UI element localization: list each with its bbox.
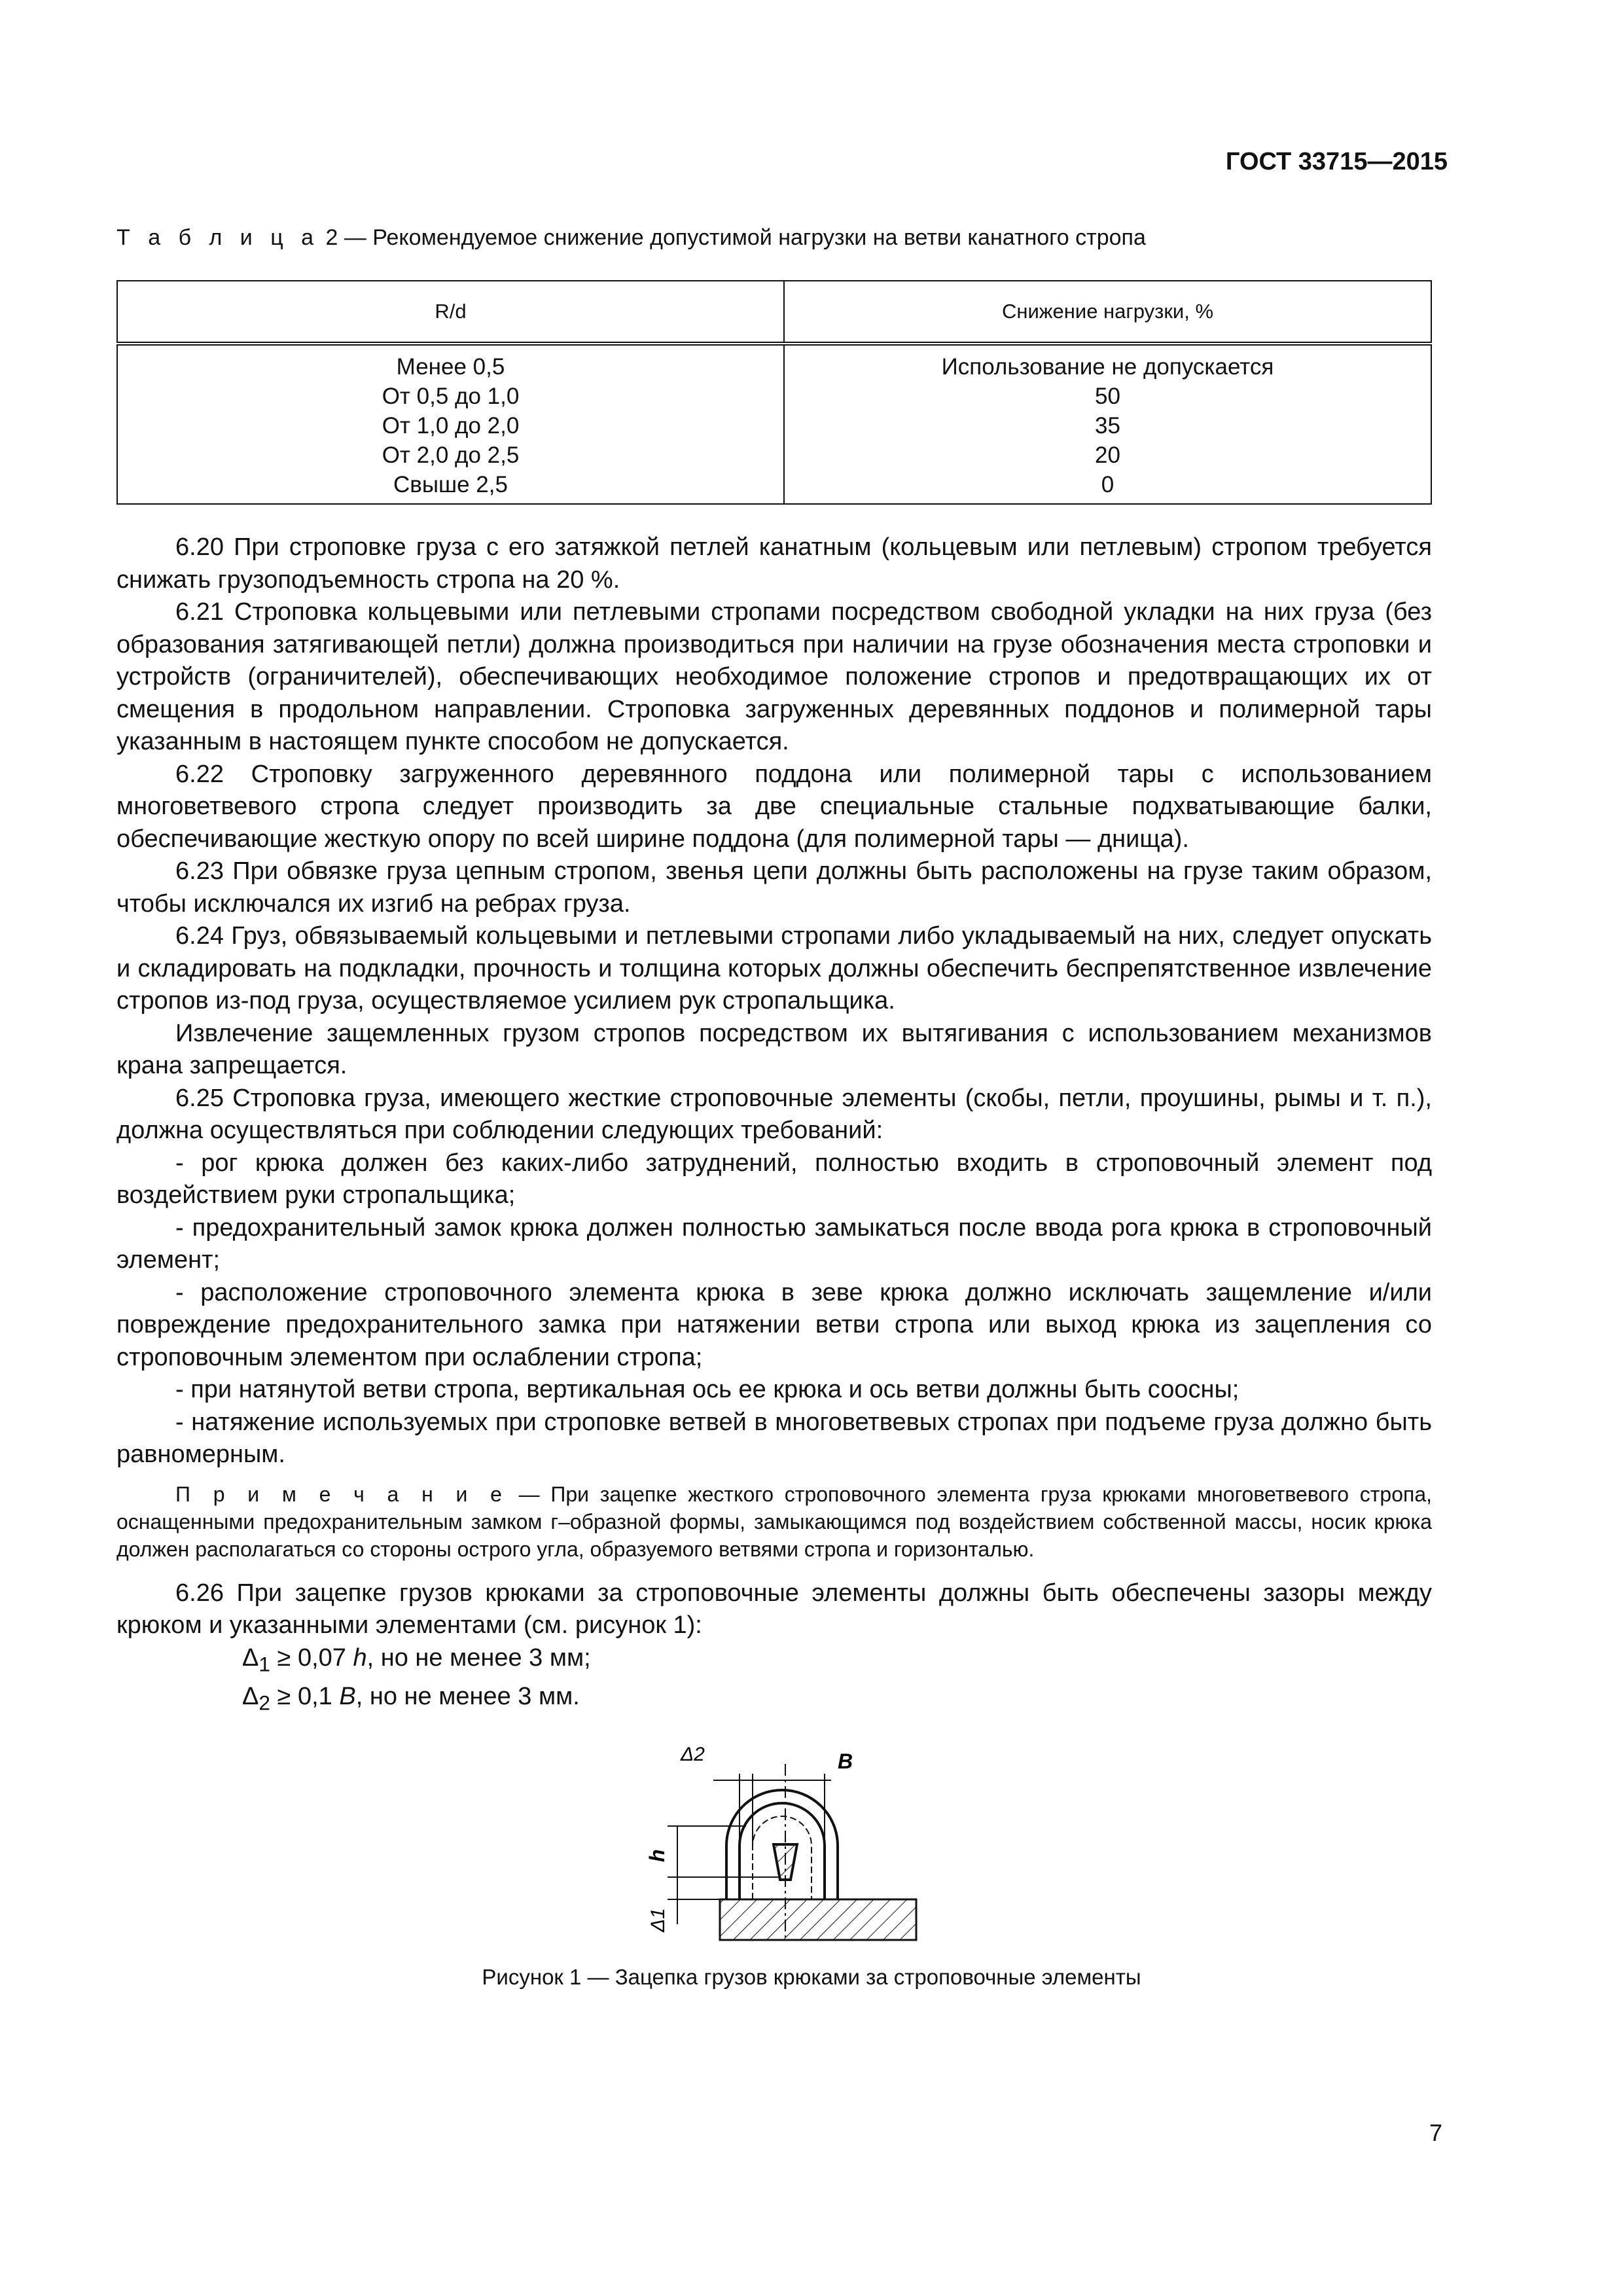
formula-variable: B — [339, 1682, 356, 1710]
hook-clearance-figure — [628, 1728, 942, 1944]
table-row — [117, 344, 1431, 382]
note-text: — При зацепке жесткого строповочного элемента груза крюками многоветвевого стропа, оснащенными предохранительным замком г–образной формы, замыкающимся под воздействием собственной массы, носик крюка должен располагаться со стороны острого угла, образуемого ветвями стропа и горизонталью. — [116, 1482, 1432, 1561]
table-cell: Использование не допускается — [784, 344, 1431, 382]
figure-caption: Рисунок 1 — Зацепка грузов крюками за строповочные элементы — [482, 1965, 1141, 1989]
table-cell: Свыше 2,5 — [117, 470, 784, 504]
load-reduction-table — [116, 280, 1432, 505]
paragraph-6-22: 6.22 Строповку загруженного деревянного поддона или полимерной тары с использованием многоветвевого стропа следует производить за две специальные стальные подхватывающие балки, обеспечивающие жесткую опору по всей ширине поддона (для полимерной тары — днища). — [116, 760, 1432, 853]
table-caption-label: Т а б л и ц а — [116, 225, 320, 250]
hook-clearance-drawing — [628, 1728, 942, 1944]
formula-symbol: Δ — [242, 1682, 259, 1710]
formula-condition: , но не менее 3 мм; — [366, 1643, 591, 1672]
table-row — [117, 440, 1431, 470]
document-header: ГОСТ 33715—2015 — [1225, 148, 1448, 175]
formula-relation: ≥ 0,1 — [270, 1682, 340, 1710]
paragraph-6-24: 6.24 Груз, обвязываемый кольцевыми и петлевыми стропами либо укладываемый на них, следует опускать и складировать на подкладки, прочность и толщина которых должны обеспечить беспрепятственное извлечение стропов из-под груза, осуществляемое усилием рук стропальщика. — [116, 922, 1432, 1014]
table-cell: От 2,0 до 2,5 — [117, 440, 784, 470]
table-cell: От 1,0 до 2,0 — [117, 411, 784, 440]
note-label: П р и м е ч а н и е — [175, 1482, 508, 1506]
list-item: - предохранительный замок крюка должен полностью замыкаться после ввода рога крюка в строповочный элемент; — [116, 1213, 1432, 1274]
paragraph-6-25: 6.25 Строповка груза, имеющего жесткие строповочные элементы (скобы, петли, проушины, рымы и т. п.), должна осуществляться при соблюдении следующих требований: — [116, 1084, 1432, 1144]
formula-delta-1 — [116, 1642, 1432, 1681]
paragraph-6-20: 6.20 При строповке груза с его затяжкой петлей канатным (кольцевым или петлевым) стропом требуется снижать грузоподъемность стропа на 20 %. — [116, 533, 1432, 594]
formula-subscript: 1 — [259, 1652, 270, 1676]
page-number: 7 — [1429, 2119, 1442, 2146]
table-cell: 20 — [784, 440, 1431, 470]
formula-symbol: Δ — [242, 1643, 259, 1672]
paragraph-6-24-continued: Извлечение защемленных грузом стропов посредством их вытягивания с использованием механизмов крана запрещается. — [116, 1019, 1432, 1079]
list-item: - при натянутой ветви стропа, вертикальная ось ее крюка и ось ветви должны быть соосны; — [175, 1376, 1240, 1403]
formula-subscript: 2 — [259, 1691, 270, 1715]
table-cell: Менее 0,5 — [117, 344, 784, 382]
label-h: h — [645, 1849, 669, 1862]
label-delta-2: Δ2 — [681, 1744, 705, 1765]
table-cell: От 0,5 до 1,0 — [117, 382, 784, 411]
paragraph-6-23: 6.23 При обвязке груза цепным стропом, звенья цепи должны быть расположены на грузе таким образом, чтобы исключался их изгиб на ребрах груза. — [116, 857, 1432, 918]
column-header-rd: R/d — [117, 281, 784, 344]
body-text — [116, 531, 1432, 1719]
table-row — [117, 411, 1431, 440]
table-caption — [116, 225, 1146, 251]
formula-delta-2 — [116, 1681, 1432, 1719]
label-b: B — [838, 1749, 853, 1773]
formula-variable: h — [353, 1643, 367, 1672]
table-row — [117, 470, 1431, 504]
base-plate-hatched — [720, 1899, 916, 1940]
formula-condition: , но не менее 3 мм. — [355, 1682, 580, 1710]
formula-relation: ≥ 0,07 — [270, 1643, 353, 1672]
table-cell: 50 — [784, 382, 1431, 411]
table-cell: 35 — [784, 411, 1431, 440]
list-item: - натяжение используемых при строповке ветвей в многоветвевых стропах при подъеме груза должно быть равномерным. — [116, 1408, 1432, 1468]
list-item: - рог крюка должен без каких-либо затруднений, полностью входить в строповочный элемент под воздействием руки стропальщика; — [116, 1149, 1432, 1209]
note — [116, 1480, 1432, 1563]
table-caption-text: 2 — Рекомендуемое снижение допустимой нагрузки на ветви канатного стропа — [319, 225, 1146, 250]
column-header-load-reduction: Снижение нагрузки, % — [784, 281, 1431, 344]
label-delta-1: Δ1 — [647, 1908, 669, 1932]
table-row — [117, 382, 1431, 411]
table-cell: 0 — [784, 470, 1431, 504]
paragraph-6-26: 6.26 При зацепке грузов крюками за строповочные элементы должны быть обеспечены зазоры между крюком и указанными элементами (см. рисунок 1): — [116, 1579, 1432, 1639]
paragraph-6-21: 6.21 Строповка кольцевыми или петлевыми стропами посредством свободной укладки на них груза (без образования затягивающей петли) должна производиться при наличии на грузе обозначения места строповки и устройств (ограничителей), обеспечивающих необходимое положение стропов и предотвращающих их от смещения в продольном направлении. Строповка загруженных деревянных поддонов и полимерной тары указанным в настоящем пункте способом не допускается. — [116, 598, 1432, 755]
list-item: - расположение строповочного элемента крюка в зеве крюка должно исключать защемление и/или повреждение предохранительного замка при натяжении ветви стропа или выход крюка из зацепления со строповочным элементом при ослаблении стропа; — [116, 1278, 1432, 1371]
